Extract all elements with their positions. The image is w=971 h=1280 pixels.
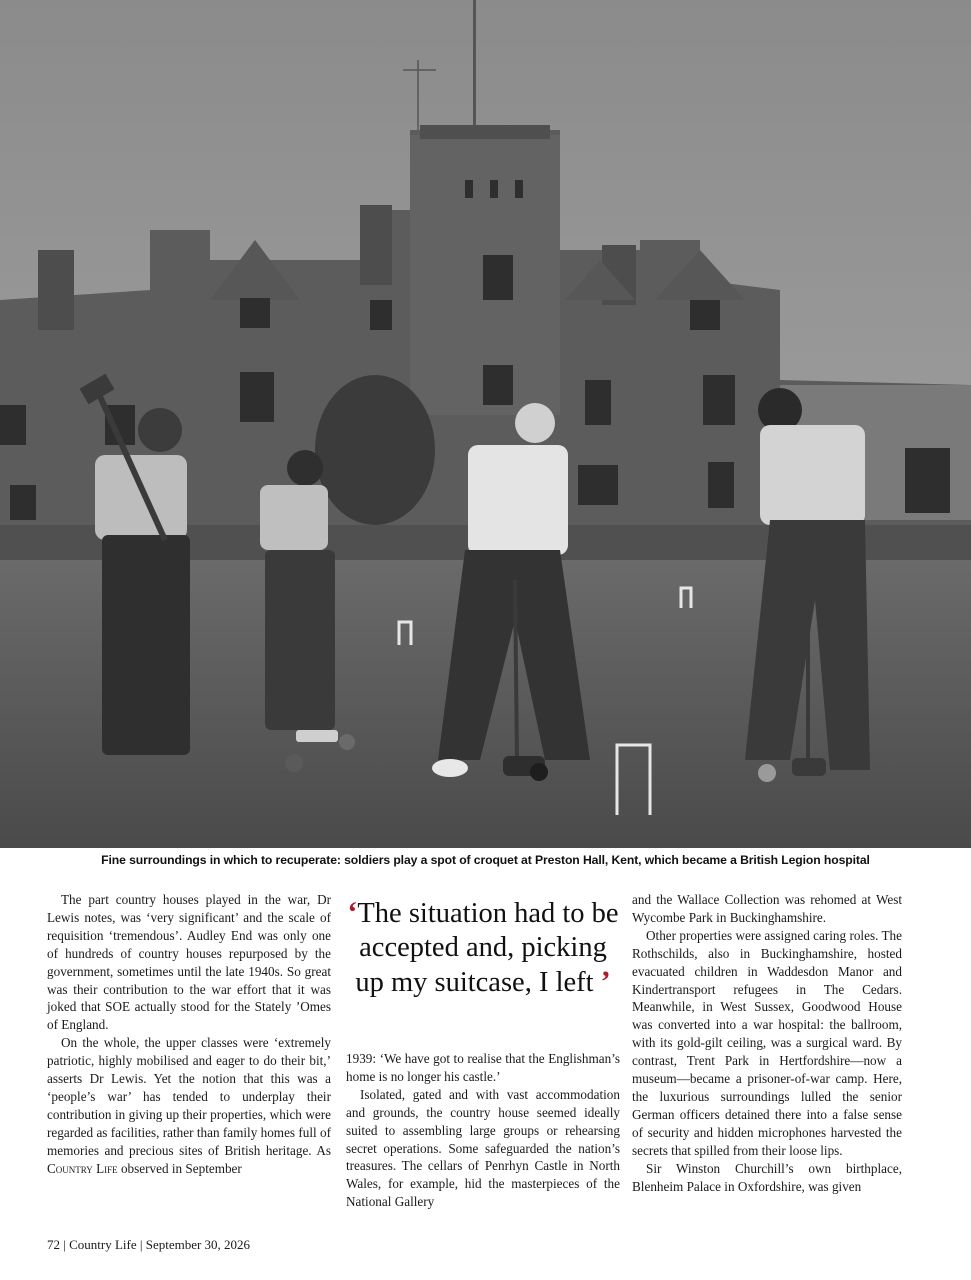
paragraph: The part country houses played in the war, Dr Lewis notes, was ‘very significant’ and the scale of requisition ‘tremendous’. Audley End was only one of hundreds of country houses repurposed by the government, sometimes until the late 1940s. So great was their contribution to the war effort that it was joked that SOE actually stood for the Stately ’Omes of England. xyxy=(47,892,331,1033)
paragraph-text: On the whole, the upper classes were ‘extremely patriotic, highly mobilised and eager to do their bit,’ asserts Dr Lewis. Yet the notion that this was a ‘people’s war’ has tended to underplay their contribution in giving up their properties, which were regarded as facilities, rather than family homes full of memories and precious sites of British heritage. As xyxy=(47,1035,331,1158)
article-column-3 xyxy=(632,891,902,1195)
paragraph xyxy=(47,1034,331,1177)
paragraph-text-end: observed in September xyxy=(120,1160,242,1176)
magazine-name: Country Life xyxy=(47,1160,118,1176)
close-quote-mark: ’ xyxy=(600,965,611,998)
pull-quote-text: The situation had to be accepted and, picking up my suitcase, I left xyxy=(355,898,619,998)
article-column-1 xyxy=(47,891,331,1178)
pull-quote xyxy=(346,896,620,1000)
article-column-2 xyxy=(346,1050,620,1211)
open-quote-mark: ‘ xyxy=(347,896,358,929)
paragraph: 1939: ‘We have got to realise that the Englishman’s home is no longer his castle.’ xyxy=(346,1051,620,1084)
page-footer: 72 | Country Life | September 30, 2026 xyxy=(47,1237,251,1252)
paragraph: Isolated, gated and with vast accommodation and grounds, the country house seemed ideally suited to assembling large groups or rehearsing secret operations. Some safeguarded the nation’s treasures. The cellars of Penrhyn Castle in North Wales, for example, hid the masterpieces of the National Gallery xyxy=(346,1086,620,1210)
paragraph: and the Wallace Collection was rehomed at West Wycombe Park in Buckinghamshire. xyxy=(632,892,902,925)
paragraph: Sir Winston Churchill’s own birthplace, Blenheim Palace in Oxfordshire, was given xyxy=(632,1160,902,1194)
paragraph: Other properties were assigned caring roles. The Rothschilds, also in Buckinghamshire, hosted evacuated children in Waddesdon Manor and Kindertransport refugees in The Cedars. Meanwhile, in West Sussex, Goodwood House was converted into a war hospital: the ballroom, with its gold-gilt ceiling, was a surgical ward. By contrast, Trent Park in Hertfordshire—now a museum—became a prisoner-of-war camp. Here, the luxurious surroundings lulled the senior German officers detained there into a false sense of security and hidden microphones harvested the secrets that spilled from their loose lips. xyxy=(632,927,902,1158)
photo-caption: Fine surroundings in which to recuperate: soldiers play a spot of croquet at Preston Hall, Kent, which became a British Legion hospital xyxy=(101,853,870,867)
